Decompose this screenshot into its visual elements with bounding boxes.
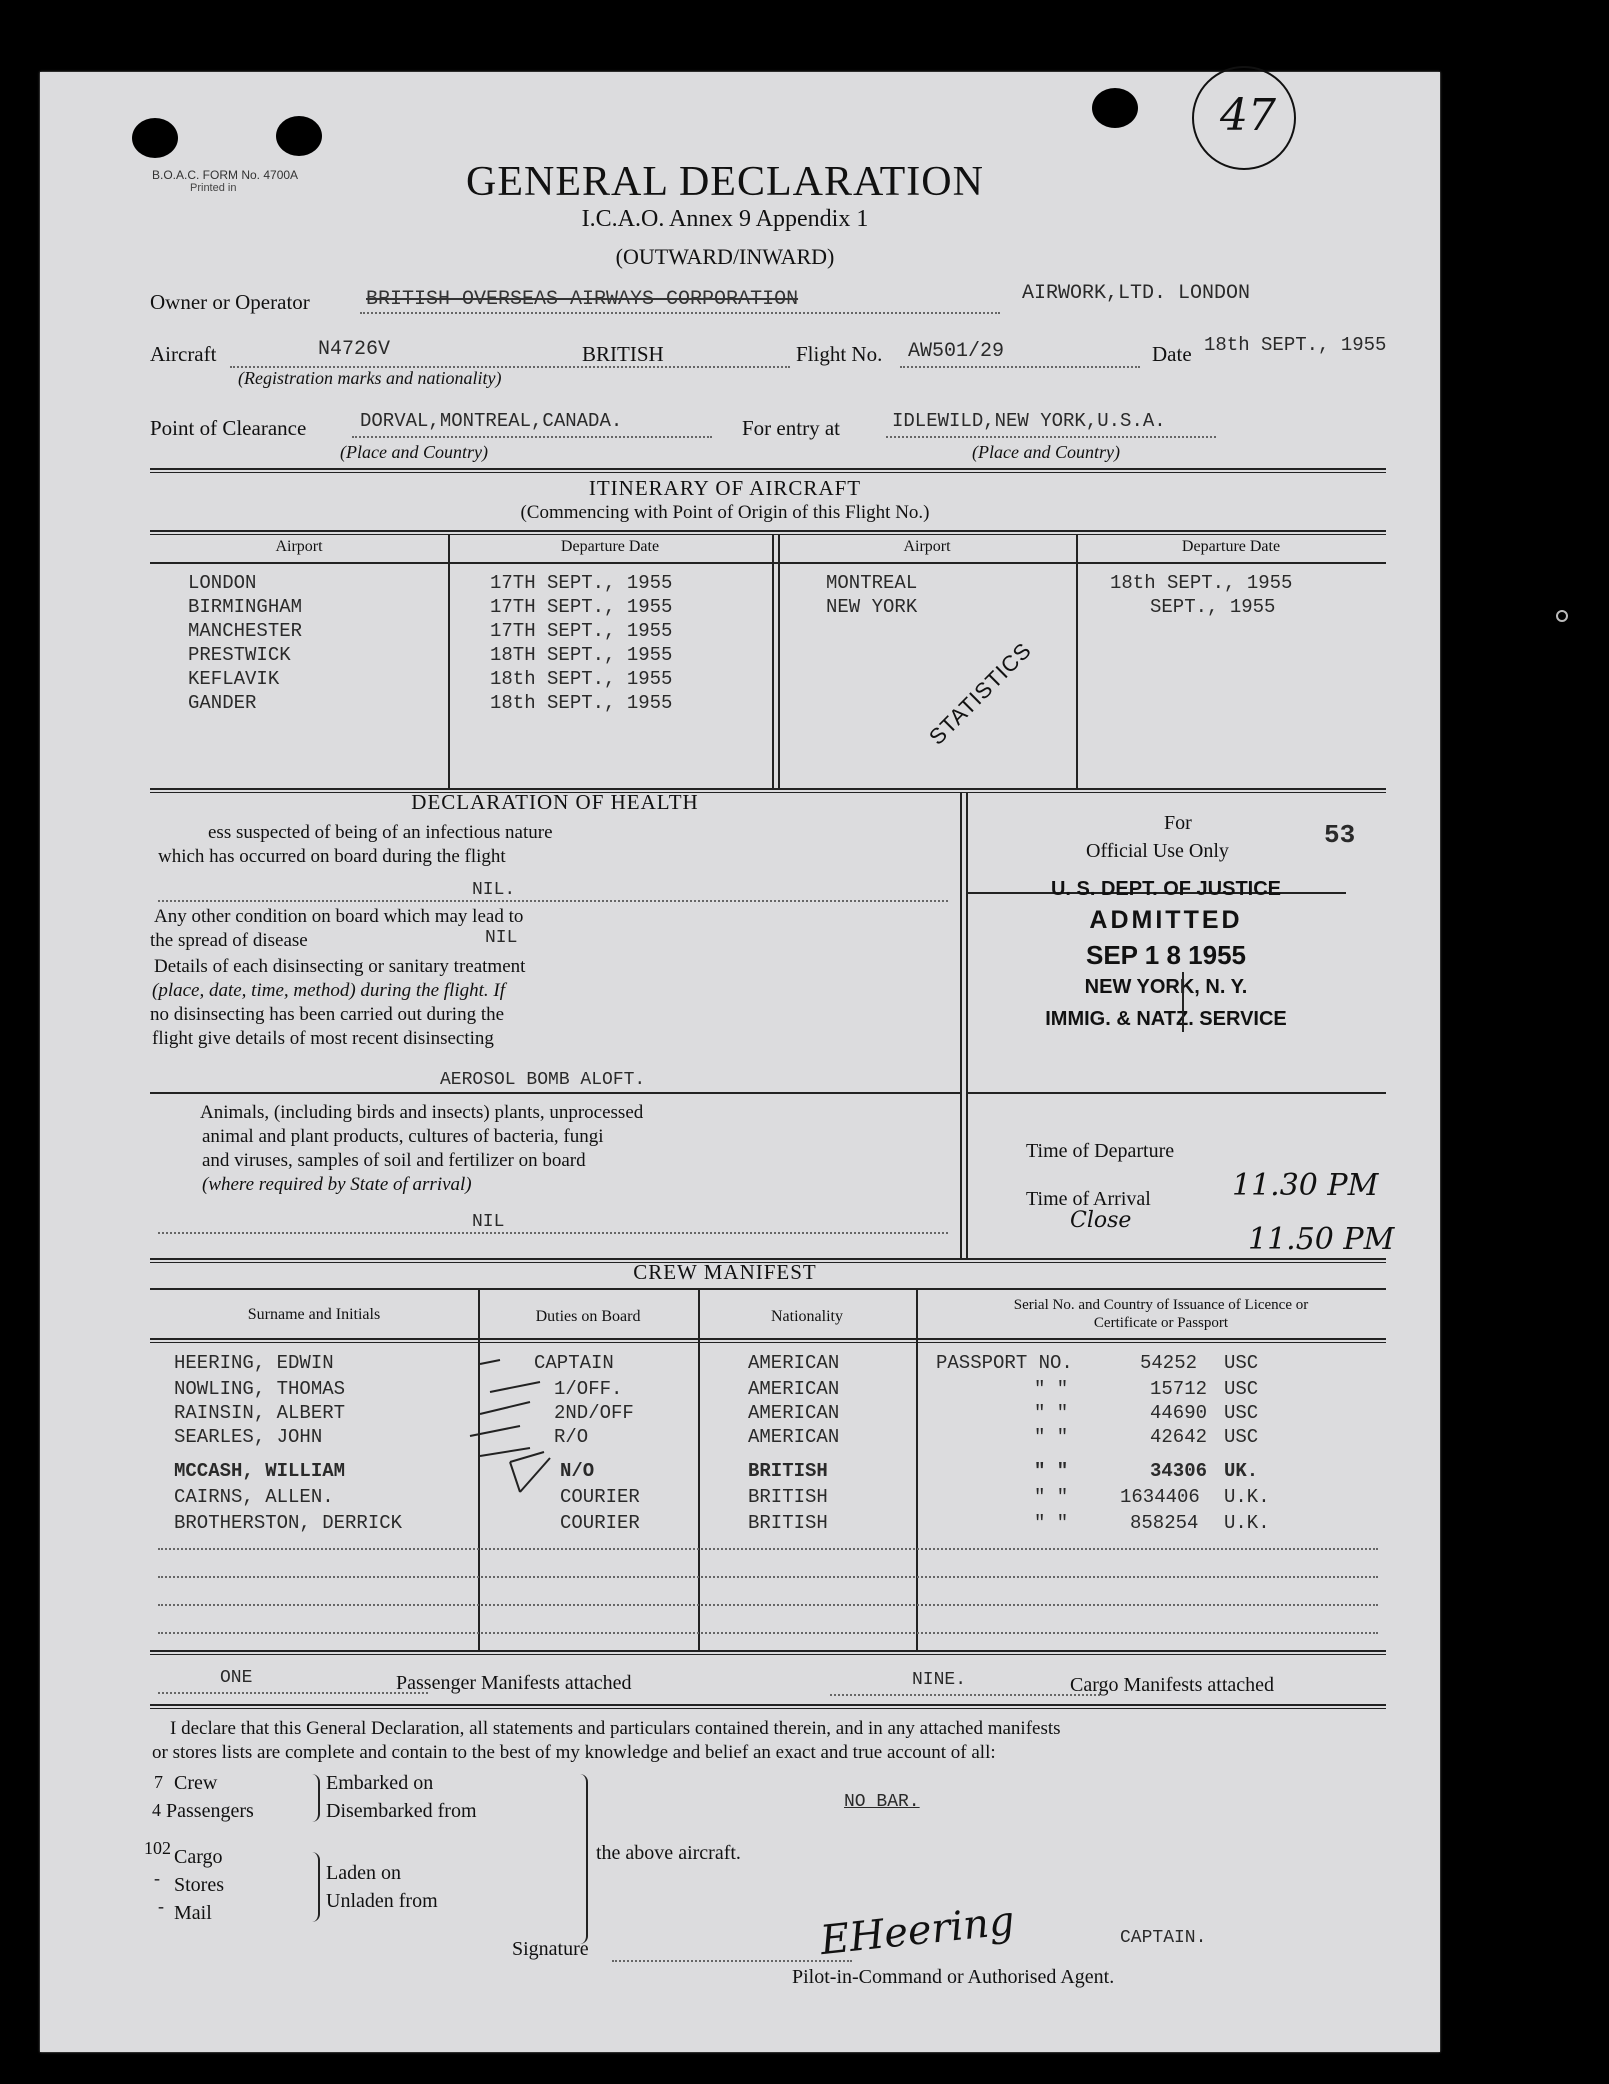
entry-value: IDLEWILD,NEW YORK,U.S.A. (892, 410, 1166, 432)
crew-nationality: AMERICAN (748, 1402, 840, 1424)
crew-doc-country: USC (1224, 1352, 1259, 1374)
health-other-value: NIL (485, 928, 518, 948)
crew-nationality: BRITISH (748, 1460, 828, 1482)
crew-doc: " " (1034, 1512, 1069, 1534)
stores-label: Stores (174, 1874, 224, 1896)
crew-name: BROTHERSTON, DERRICK (174, 1512, 403, 1534)
form-number: B.O.A.C. FORM No. 4700A (152, 168, 299, 182)
health-disinfect-text: Details of each disinsecting or sanitary treatment (154, 956, 526, 977)
declaration-form (40, 72, 1440, 2052)
dotted-line (158, 1548, 1378, 1550)
itinerary-date: 18th SEPT., 1955 (1110, 572, 1293, 594)
section-rule (150, 468, 1386, 473)
crew-name: CAIRNS, ALLEN. (174, 1486, 334, 1508)
crew-col-name: Surname and Initials (247, 1306, 381, 1323)
crew-col-nationality: Nationality (771, 1308, 843, 1325)
dotted-line (158, 1692, 428, 1694)
crew-header-rule (150, 1288, 1386, 1290)
date-value: 18th SEPT., 1955 (1204, 334, 1387, 356)
section-rule (150, 1650, 1386, 1655)
crew-duty: 2ND/OFF (554, 1402, 634, 1424)
itinerary-col-divider (772, 534, 774, 788)
itinerary-col-date: Departure Date (1181, 538, 1281, 555)
crew-doc-number: 34306 (1150, 1460, 1208, 1482)
clearance-dotted-line (352, 436, 712, 438)
signature-label: Signature (512, 1938, 589, 1960)
crew-nationality: AMERICAN (748, 1426, 840, 1448)
cargo-manifest-label: Cargo Manifests attached (1070, 1674, 1275, 1696)
embarked-label: Embarked on (326, 1772, 434, 1794)
flight-label: Flight No. (796, 342, 883, 366)
owner-dotted-line (360, 312, 1000, 314)
health-animals-text: Animals, (including birds and insects) plants, unprocessed (200, 1102, 644, 1123)
crew-duty: COURIER (560, 1512, 640, 1534)
health-illness-text: which has occurred on board during the flight (158, 846, 506, 867)
crew-col-duties: Duties on Board (535, 1308, 641, 1325)
crew-title: CREW MANIFEST (633, 1260, 817, 1284)
dotted-line (612, 1960, 852, 1962)
health-animals-value: NIL (472, 1212, 505, 1232)
above-aircraft: the above aircraft. (596, 1842, 741, 1864)
aircraft-registration: N4726V (318, 338, 391, 361)
crew-doc: " " (1034, 1426, 1069, 1448)
itinerary-airport: MANCHESTER (188, 620, 303, 642)
statistics-stamp: STATISTICS (924, 637, 1037, 750)
crew-doc-number: 15712 (1150, 1378, 1208, 1400)
health-title: DECLARATION OF HEALTH (411, 790, 699, 814)
aircraft-label: Aircraft (150, 342, 217, 366)
crew-doc: " " (1034, 1486, 1069, 1508)
crew-duty: 1/OFF. (554, 1378, 623, 1400)
health-other-text: the spread of disease (150, 930, 308, 951)
crew-nationality: AMERICAN (748, 1378, 840, 1400)
itinerary-subtitle: (Commencing with Point of Origin of this Flight No.) (520, 502, 930, 523)
health-disinfect-value: AEROSOL BOMB ALOFT. (440, 1070, 646, 1090)
itinerary-date: 18th SEPT., 1955 (490, 668, 673, 690)
health-other-text: Any other condition on board which may lead to (154, 906, 524, 927)
crew-doc: " " (1034, 1460, 1069, 1482)
declaration-text: or stores lists are complete and contain to the best of my knowledge and belief an exact and true account of all: (152, 1742, 996, 1763)
itinerary-col-date: Departure Date (560, 538, 660, 555)
owner-value: AIRWORK,LTD. LONDON (1022, 282, 1251, 305)
itinerary-date: 17TH SEPT., 1955 (490, 596, 673, 618)
crew-duty: N/O (560, 1460, 595, 1482)
form-direction: (OUTWARD/INWARD) (615, 244, 835, 269)
declaration-text: I declare that this General Declaration, all statements and particulars contained therein, and in any attached manifests (170, 1718, 1061, 1739)
itinerary-airport: PRESTWICK (188, 644, 291, 666)
stamp-city: NEW YORK, N. Y. (1084, 976, 1248, 998)
stamp-admitted: ADMITTED (1089, 906, 1243, 934)
brace (312, 1774, 320, 1822)
health-disinfect-text: no disinsecting has been carried out during the (150, 1004, 505, 1025)
itinerary-date: 18th SEPT., 1955 (490, 692, 673, 714)
crew-duty: COURIER (560, 1486, 640, 1508)
dotted-line (158, 1604, 1378, 1606)
entry-note: (Place and Country) (972, 442, 1120, 462)
crew-duty: R/O (554, 1426, 589, 1448)
dotted-line (830, 1694, 1100, 1696)
flight-number: AW501/29 (908, 340, 1005, 363)
health-illness-value: NIL. (472, 880, 516, 900)
crew-nationality: BRITISH (748, 1486, 828, 1508)
itinerary-date: 17TH SEPT., 1955 (490, 620, 673, 642)
health-illness-text: ess suspected of being of an infectious nature (208, 822, 553, 843)
official-number: 53 (1324, 820, 1356, 850)
clearance-value: DORVAL,MONTREAL,CANADA. (360, 410, 623, 432)
crew-duty: CAPTAIN (534, 1352, 614, 1374)
dotted-line (158, 1576, 1378, 1578)
itinerary-header-rule (150, 562, 1386, 564)
close-time: 11.50 PM (1248, 1222, 1395, 1257)
mail-mark: - (158, 1896, 164, 1916)
itinerary-date: 17TH SEPT., 1955 (490, 572, 673, 594)
no-bar: NO BAR. (844, 1792, 920, 1812)
arrival-label: Time of Arrival (1026, 1188, 1151, 1210)
crew-name: MCCASH, WILLIAM (174, 1460, 346, 1482)
crew-col-serial: Serial No. and Country of Issuance of Licence or Certificate or Passport (1013, 1297, 1309, 1331)
signature-title: CAPTAIN. (1120, 1928, 1207, 1948)
crew-label: Crew (174, 1772, 218, 1794)
itinerary-airport: GANDER (188, 692, 257, 714)
crew-count: 7 (154, 1772, 163, 1792)
owner-label: Owner or Operator (150, 290, 310, 314)
itinerary-airport: NEW YORK (826, 596, 918, 618)
crew-nationality: BRITISH (748, 1512, 828, 1534)
stamp-date: SEP 1 8 1955 (1086, 940, 1246, 970)
stamp-divider (1182, 972, 1184, 1032)
crew-nationality: AMERICAN (748, 1352, 840, 1374)
form-subtitle: I.C.A.O. Annex 9 Appendix 1 (581, 206, 869, 232)
health-divider (960, 792, 962, 1258)
dotted-line (158, 900, 948, 902)
agent-label: Pilot-in-Command or Authorised Agent. (792, 1966, 1115, 1988)
mail-label: Mail (174, 1902, 212, 1924)
crew-doc-country: UK. (1224, 1460, 1259, 1482)
disembarked-label: Disembarked from (326, 1800, 477, 1822)
passengers-count: 4 (152, 1800, 161, 1820)
brace (580, 1774, 588, 1944)
official-use-label: Official Use Only (1086, 840, 1229, 862)
crew-doc-country: U.K. (1224, 1512, 1270, 1534)
official-row-rule (966, 1092, 1386, 1094)
itinerary-airport: MONTREAL (826, 572, 918, 594)
dotted-line (158, 1632, 1378, 1634)
entry-label: For entry at (742, 416, 840, 440)
health-animals-text: animal and plant products, cultures of bacteria, fungi (202, 1126, 604, 1147)
itinerary-title: ITINERARY OF AIRCRAFT (588, 476, 862, 500)
brace (312, 1852, 320, 1922)
crew-doc-number: 1634406 (1120, 1486, 1200, 1508)
crew-doc-country: USC (1224, 1378, 1259, 1400)
stamp-dept: U. S. DEPT. OF JUSTICE (1050, 878, 1282, 900)
itinerary-top-rule (150, 530, 1386, 535)
cargo-manifest-count: NINE. (912, 1670, 967, 1690)
health-row-rule (150, 1092, 962, 1094)
laden-label: Laden on (326, 1862, 401, 1884)
crew-name: RAINSIN, ALBERT (174, 1402, 346, 1424)
itinerary-col-airport: Airport (903, 538, 951, 555)
date-label: Date (1152, 342, 1192, 366)
itinerary-col-airport: Airport (275, 538, 323, 555)
crew-name: HEERING, EDWIN (174, 1352, 334, 1374)
dotted-line (158, 1232, 948, 1234)
stores-mark: - (154, 1868, 160, 1888)
punch-hole (132, 118, 178, 158)
itinerary-date: 18TH SEPT., 1955 (490, 644, 673, 666)
crew-doc-country: USC (1224, 1426, 1259, 1448)
crew-doc: PASSPORT NO. (936, 1352, 1073, 1374)
stamp-service: IMMIG. & NATZ. SERVICE (1045, 1008, 1287, 1030)
itinerary-airport: BIRMINGHAM (188, 596, 303, 618)
crew-doc-country: USC (1224, 1402, 1259, 1424)
health-animals-text: (where required by State of arrival) (202, 1174, 472, 1195)
crew-doc-number: 42642 (1150, 1426, 1208, 1448)
cargo-count: 102 (144, 1838, 171, 1858)
itinerary-airport: KEFLAVIK (188, 668, 280, 690)
scan-speck (1556, 610, 1568, 622)
form-title: GENERAL DECLARATION (466, 159, 984, 205)
health-disinfect-text: flight give details of most recent disinsecting (152, 1028, 494, 1049)
itinerary-col-divider (778, 534, 780, 788)
cargo-label: Cargo (174, 1846, 223, 1868)
printed-note: Printed in (190, 182, 237, 194)
pen-ticks (460, 1352, 580, 1552)
crew-doc: " " (1034, 1402, 1069, 1424)
punch-hole (276, 116, 322, 156)
flight-dotted-line (900, 366, 1140, 368)
section-rule (150, 1704, 1386, 1709)
passenger-manifest-count: ONE (220, 1668, 253, 1688)
departure-label: Time of Departure (1026, 1140, 1175, 1162)
punch-hole (1092, 88, 1138, 128)
itinerary-col-divider (1076, 534, 1078, 788)
aircraft-nationality: BRITISH (582, 342, 664, 366)
crew-doc-country: U.K. (1224, 1486, 1270, 1508)
itinerary-airport: LONDON (188, 572, 257, 594)
health-disinfect-text: (place, date, time, method) during the flight. If (152, 980, 506, 1001)
official-for: For (1164, 812, 1192, 834)
close-label: Close (1070, 1208, 1132, 1233)
itinerary-date: SEPT., 1955 (1150, 596, 1276, 618)
crew-doc-number: 54252 (1140, 1352, 1198, 1374)
passengers-label: Passengers (166, 1800, 254, 1822)
clearance-note: (Place and Country) (340, 442, 488, 462)
signature: EHeering (818, 1897, 1017, 1965)
arrival-time: 11.30 PM (1232, 1168, 1379, 1203)
health-animals-text: and viruses, samples of soil and fertilizer on board (202, 1150, 586, 1171)
crew-doc-number: 858254 (1130, 1512, 1199, 1534)
crew-body-rule (150, 1338, 1386, 1343)
unladen-label: Unladen from (326, 1890, 438, 1912)
passenger-manifest-label: Passenger Manifests attached (396, 1672, 632, 1694)
crew-name: NOWLING, THOMAS (174, 1378, 346, 1400)
crew-doc-number: 44690 (1150, 1402, 1208, 1424)
health-divider (966, 792, 968, 1258)
entry-dotted-line (886, 436, 1216, 438)
itinerary-col-divider (448, 534, 450, 788)
page-number: 47 (1220, 90, 1276, 141)
crew-doc: " " (1034, 1378, 1069, 1400)
clearance-label: Point of Clearance (150, 416, 307, 440)
owner-struck-value: BRITISH OVERSEAS AIRWAYS CORPORATION (366, 288, 799, 311)
registration-note: (Registration marks and nationality) (238, 368, 502, 388)
crew-name: SEARLES, JOHN (174, 1426, 323, 1448)
